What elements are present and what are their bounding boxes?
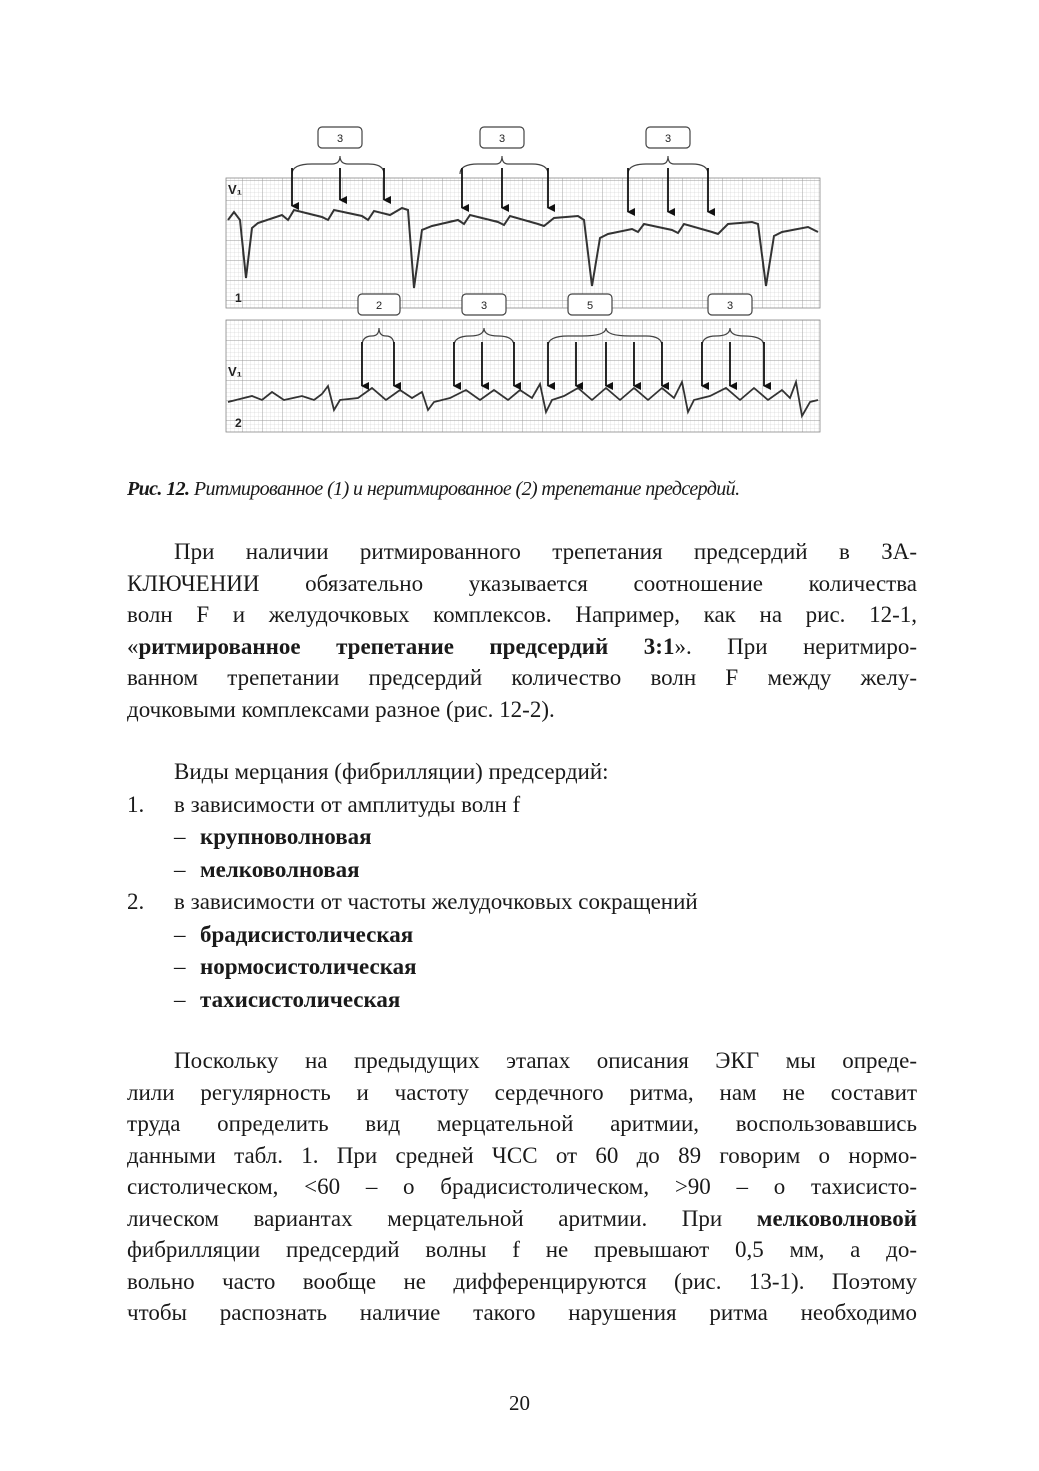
paragraph-1-line-6: дочковыми комплексами разное (рис. 12-2). <box>127 696 555 722</box>
list-dash: – <box>174 824 186 849</box>
list-item <box>127 951 917 984</box>
paragraph-1-line-4-rest: ». При неритмиро- <box>674 633 917 659</box>
list-group-2-number: 2. <box>127 889 145 914</box>
paragraph-1-line-1: При наличии ритмированного трепетания предсердий в ЗА- <box>174 539 917 564</box>
strip-1-group-2-count: 3 <box>498 133 506 145</box>
strip-2-group-3-count: 5 <box>586 300 594 312</box>
list-group-2-text: в зависимости от частоты желудочковых сокращений <box>174 889 698 914</box>
strip-number-2: 2 <box>235 416 242 430</box>
fine-wave-term: мелковолновой <box>756 1205 917 1231</box>
strip-number-1: 1 <box>235 291 242 305</box>
paragraph-3-line-1: Поскольку на предыдущих этапах описания ЭКГ мы опреде- <box>174 1048 917 1073</box>
list-item <box>127 919 917 952</box>
list-dash: – <box>174 921 186 947</box>
list-dash: – <box>174 986 186 1012</box>
list-item <box>127 854 917 887</box>
list-dash: – <box>174 954 186 979</box>
list-group-2 <box>127 886 917 919</box>
paragraph-3-line-6 <box>127 1203 917 1235</box>
strip-1-group-1-count: 3 <box>336 133 344 145</box>
paragraph-3-line-5: систолическом, <60 – о брадисистолическом, >90 – о тахисисто- <box>127 1174 917 1199</box>
paragraph-3-line-4: данными табл. 1. При средней ЧСС от 60 до 89 говорим о нормо- <box>127 1142 917 1168</box>
paragraph-3-line-8: вольно часто вообще не дифференцируются (рис. 13-1). Поэтому <box>127 1268 917 1294</box>
paragraph-1-line-2: КЛЮЧЕНИИ обязательно указывается соотношение количества <box>127 570 917 596</box>
fibrillation-types-list <box>127 756 917 1016</box>
quote-open: « <box>127 633 139 659</box>
list-group-1-number: 1. <box>127 791 145 817</box>
strip-2-grid <box>226 320 820 432</box>
paragraph-3-line-7: фибрилляции предсердий волны f не превышают 0,5 мм, а до- <box>127 1237 917 1262</box>
page-number: 20 <box>509 1391 530 1415</box>
list-item-text: брадисистолическая <box>200 921 414 947</box>
lead-label-strip-1: V₁ <box>228 182 243 197</box>
list-item-text: тахисистолическая <box>200 986 401 1012</box>
paragraph-1-line-5: ванном трепетании предсердий количество волн F между желу- <box>127 665 917 690</box>
list-group-1 <box>127 789 917 822</box>
list-item-text: нормосистолическая <box>200 954 417 979</box>
strip-2-group-1-count: 2 <box>375 300 383 312</box>
paragraph-1-line-3: волн F и желудочковых комплексов. Например, как на рис. 12-1, <box>127 602 917 627</box>
paragraph-fibrillation-variants <box>127 1045 917 1329</box>
list-group-1-text: в зависимости от амплитуды волн f <box>174 791 521 817</box>
list-item-text: крупноволновая <box>200 824 372 849</box>
paragraph-3-line-6-start: лическом вариантах мерцательной аритмии. При <box>127 1205 757 1231</box>
list-heading: Виды мерцания (фибрилляции) предсердий: <box>174 759 609 784</box>
paragraph-flutter-conclusion <box>127 536 917 725</box>
paragraph-3-line-3: труда определить вид мерцательной аритмии, воспользовавшись <box>127 1111 917 1136</box>
paragraph-1-line-4 <box>127 631 917 663</box>
strip-2-group-2-count: 3 <box>480 300 488 312</box>
lead-label-strip-2: V₁ <box>228 364 243 379</box>
paragraph-3-line-9: чтобы распознать наличие такого нарушения ритма необходимо <box>127 1300 917 1325</box>
list-item <box>127 984 917 1017</box>
figure-caption <box>127 478 927 501</box>
list-dash: – <box>174 856 186 882</box>
list-heading-row <box>127 756 917 789</box>
strip-1-grid <box>226 178 820 308</box>
list-item <box>127 821 917 854</box>
figure-caption-label: Рис. 12. <box>127 478 190 500</box>
strip-2-group-4-count: 3 <box>726 300 734 312</box>
figure-caption-text: Ритмированное (1) и неритмированное (2) трепетание предсердий. <box>189 478 740 500</box>
list-item-text: мелковолновая <box>200 856 360 882</box>
ecg-strips-image <box>222 120 822 440</box>
strip-1-group-3-count: 3 <box>664 133 672 145</box>
ecg-figure <box>222 120 822 440</box>
paragraph-3-line-2: лили регулярность и частоту сердечного ритма, нам не составит <box>127 1079 917 1105</box>
conclusion-example: ритмированное трепетание предсердий 3:1 <box>138 633 675 659</box>
